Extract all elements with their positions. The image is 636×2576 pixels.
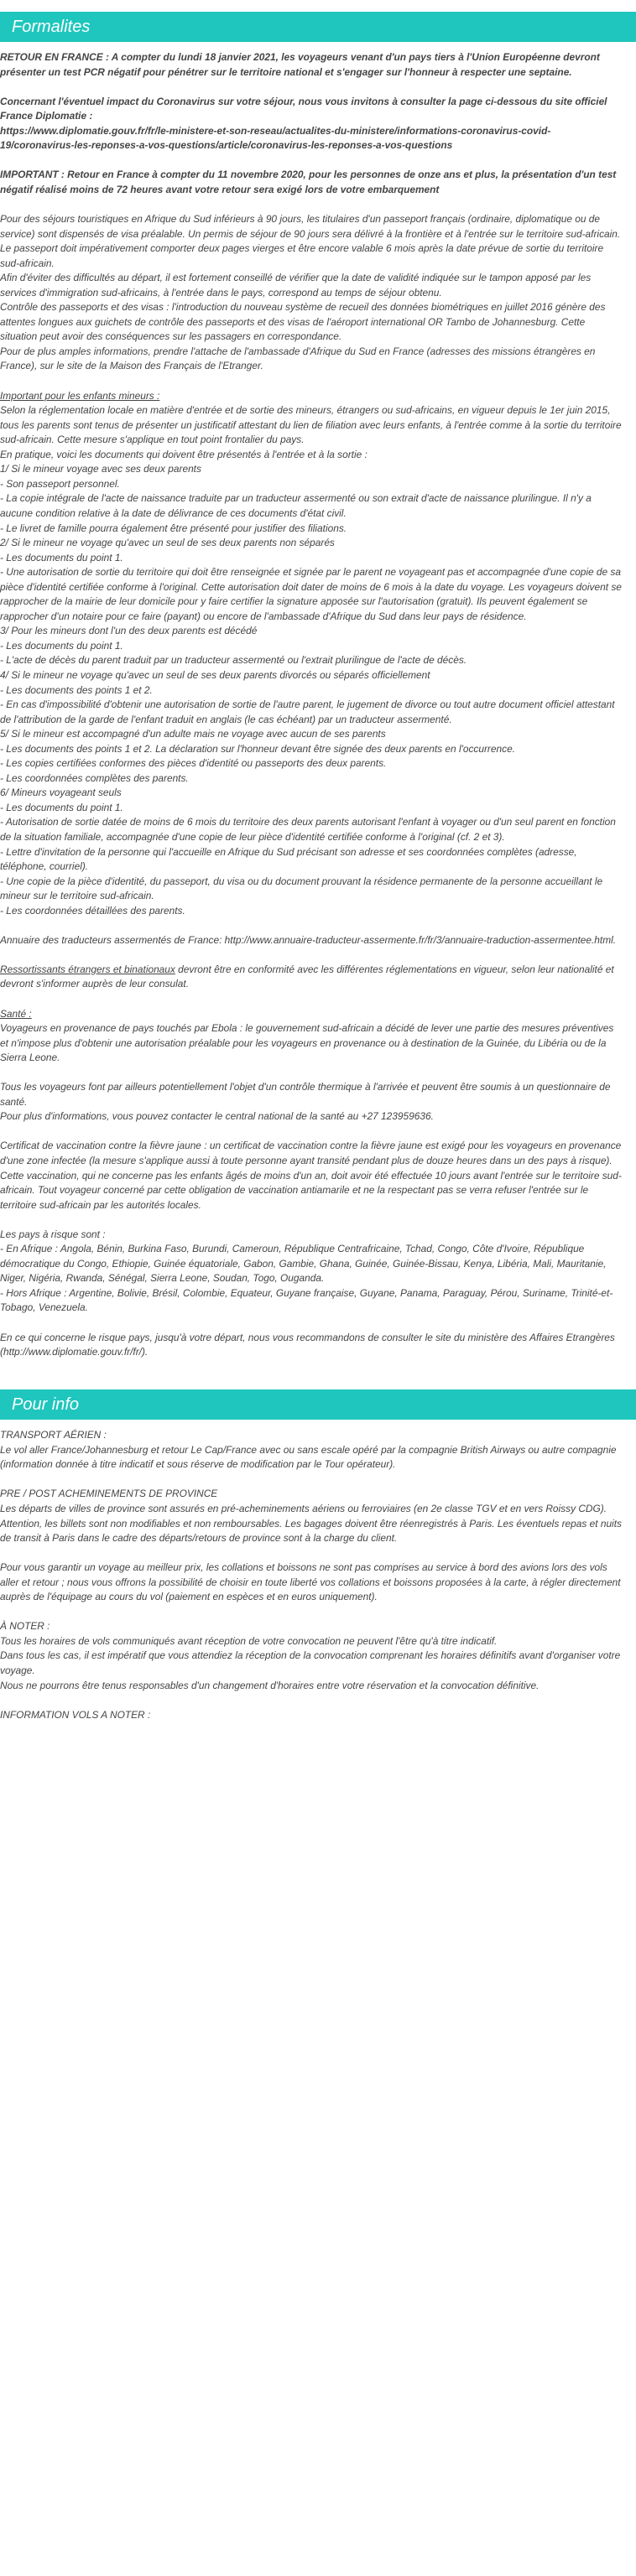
text-block <box>0 1561 624 1605</box>
text-block <box>0 1228 624 1316</box>
text-line: IMPORTANT : Retour en France à compter du 11 novembre 2020, pour les personnes de onze ans et plus, la présentation d'un test négatif réalisé moins de 72 heures avant votre retour sera exigé lors de votre embarquement <box>0 169 617 195</box>
text-block <box>0 95 624 153</box>
text-line: Tous les horaires de vols communiqués avant réception de votre convocation ne peuvent l'être qu'à titre indicatif. <box>0 1634 498 1647</box>
section-header-pour-info: Pour info <box>0 1389 636 1420</box>
text-line: Voyageurs en provenance de pays touchés par Ebola : le gouvernement sud-africain a décidé de lever une partie des mesures préventives et n'impose plus d'obtenir une autorisation préalable pour les voyageurs en provenance ou à destination de la Guinée, du Libéria ou de la Sierra Leone. <box>0 1022 614 1064</box>
text-block <box>0 389 624 919</box>
text-line: TRANSPORT AÉRIEN : <box>0 1429 107 1441</box>
text-block <box>0 168 624 197</box>
text-line: - Lettre d'invitation de la personne qui l'accueille en Afrique du Sud précisant son adresse et ses coordonnées complètes (adresse, téléphone, courriel). <box>0 845 577 873</box>
text-line: Dans tous les cas, il est impératif que vous attendiez la réception de la convocation comprenant les horaires définitifs avant d'organiser votre voyage. <box>0 1649 621 1676</box>
text-block <box>0 1428 624 1472</box>
text-line: - Les documents du point 1. <box>0 639 123 652</box>
text-line: Santé : <box>0 1007 32 1020</box>
text-block <box>0 50 624 80</box>
text-block <box>0 963 624 992</box>
text-line: - Les documents des points 1 et 2. <box>0 683 153 696</box>
text-line: Selon la réglementation locale en matière d'entrée et de sortie des mineurs, étrangers ou sud-africains, en vigueur depuis le 1er juin 2015, tous les parents sont tenus de présenter un justificatif attestant du lien de filiation avec leurs enfants, à l'entrée comme à la sortie du territoire sud-africain. Cette mesure s'applique en tout point frontalier du pays. <box>0 404 622 446</box>
text-line: - L'acte de décès du parent traduit par un traducteur assermenté ou l'extrait plurilingue de l'acte de décès. <box>0 654 467 667</box>
text-block <box>0 212 624 374</box>
text-line: Le passeport doit impérativement comporter deux pages vierges et être encore valable 6 mois après la date prévue de sortie du territoire sud-africain. <box>0 242 604 269</box>
text-line: Pour vous garantir un voyage au meilleur prix, les collations et boissons ne sont pas comprises au service à bord des avions lors des vols aller et retour ; nous vous offrons la possibilité de choisir en toute liberté vos collations et boissons proposées à la carte, à régler directement auprès de l'équipage au cours du vol (paiement en espèces et en euros uniquement). <box>0 1561 621 1603</box>
text-line: À NOTER : <box>0 1620 50 1633</box>
text-line: Ressortissants étrangers et binationaux devront être en conformité avec les différentes réglementations en vigueur, selon leur nationalité et devront s'informer auprès de leur consulat. <box>0 963 614 990</box>
text-line: - Autorisation de sortie datée de moins de 6 mois du territoire des deux parents autorisant l'enfant à voyager ou d'un seul parent en fonction de la situation familiale, accompagnée d'une copie de leur pièce d'identité certifiée conforme à l'original (cf. 2 et 3). <box>0 816 616 843</box>
text-block <box>0 1619 624 1693</box>
formalites-content <box>0 50 636 1360</box>
text-line: https://www.diplomatie.gouv.fr/fr/le-ministere-et-son-reseau/actualites-du-ministere/informations-coronavirus-covid-19/coronavirus-les-reponses-a-vos-questions/article/coronavirus-les-reponses-a-vos-questions <box>0 124 551 152</box>
text-line: En pratique, voici les documents qui doivent être présentés à l'entrée et à la sortie : <box>0 448 368 460</box>
text-block <box>0 1139 624 1213</box>
text-line: - Les coordonnées détaillées des parents. <box>0 904 185 917</box>
text-line: PRE / POST ACHEMINEMENTS DE PROVINCE <box>0 1488 218 1500</box>
text-line: Pour plus d'informations, vous pouvez contacter le central national de la santé au +27 123959636. <box>0 1110 434 1123</box>
text-line: Les pays à risque sont : <box>0 1228 106 1240</box>
text-line: Nous ne pourrons être tenus responsables d'un changement d'horaires entre votre réservation et la convocation définitive. <box>0 1679 540 1691</box>
text-line: - Hors Afrique : Argentine, Bolivie, Brésil, Colombie, Equateur, Guyane française, Guyane, Panama, Paraguay, Pérou, Suriname, Trinité-et-Tobago, Venezuela. <box>0 1286 613 1314</box>
text-line: 4/ Si le mineur ne voyage qu'avec un seul de ses deux parents divorcés ou séparés officiellement <box>0 668 430 681</box>
text-block <box>0 1487 624 1545</box>
text-line: Concernant l'éventuel impact du Coronavirus sur votre séjour, nous vous invitons à consulter la page ci-dessous du site officiel France Diplomatie : <box>0 95 607 122</box>
text-line: Pour de plus amples informations, prendre l'attache de l'ambassade d'Afrique du Sud en France (adresses des missions étrangères en France), sur le site de la Maison des Français de l'Etranger. <box>0 345 596 372</box>
underlined-label: Ressortissants étrangers et binationaux <box>0 963 175 975</box>
text-line: RETOUR EN FRANCE : A compter du lundi 18 janvier 2021, les voyageurs venant d'un pays tiers à l'Union Européenne devront présenter un test PCR négatif pour pénétrer sur le territoire national et s'engager sur l'honneur à respecter une septaine. <box>0 51 600 78</box>
text-line: Pour des séjours touristiques en Afrique du Sud inférieurs à 90 jours, les titulaires d'un passeport français (ordinaire, diplomatique ou de service) sont dispensés de visa préalable. Un permis de séjour de 90 jours sera délivré à la frontière et à l'entrée sur le territoire sud-africain. <box>0 213 621 240</box>
text-block <box>0 1007 624 1066</box>
pour-info-content <box>0 1428 636 1722</box>
text-line: - En Afrique : Angola, Bénin, Burkina Faso, Burundi, Cameroun, République Centrafricaine, Tchad, Congo, Côte d'Ivoire, République démocratique du Congo, Ethiopie, Guinée équatoriale, Gabon, Gambie, Ghana, Guinée, Guinée-Bissau, Kenya, Libéria, Mali, Mauritanie, Niger, Nigéria, Rwanda, Sénégal, Sierra Leone, Soudan, Togo, Ouganda. <box>0 1243 607 1285</box>
text-line: - Les documents du point 1. <box>0 801 123 813</box>
text-line: Tous les voyageurs font par ailleurs potentiellement l'objet d'un contrôle thermique à l'arrivée et peuvent être soumis à un questionnaire de santé. <box>0 1081 611 1108</box>
text-line: Certificat de vaccination contre la fièvre jaune : un certificat de vaccination contre la fièvre jaune est exigé pour les voyageurs en provenance d'une zone infectée (la mesure s'applique aussi à toute personne ayant transité pendant plus de douze heures dans un des pays à risque). Cette vaccination, qui ne concerne pas les enfants âgés de moins d'un an, doit avoir été effectuée 10 jours avant l'entrée sur le territoire sud-africain. Tout voyageur concerné par cette obligation de vaccination antiamarile et ne la respectant pas se verra refuser l'entrée sur le territoire sud-africain par les autorités locales. <box>0 1140 622 1211</box>
text-line: INFORMATION VOLS A NOTER : <box>0 1708 151 1721</box>
text-line: En ce qui concerne le risque pays, jusqu'à votre départ, nous vous recommandons de consulter le site du ministère des Affaires Etrangères (http://www.diplomatie.gouv.fr/fr/). <box>0 1331 615 1358</box>
text-line: Contrôle des passeports et des visas : l'introduction du nouveau système de recueil des données biométriques en juillet 2016 génère des attentes longues aux guichets de contrôle des passeports et des visas de l'aéroport international OR Tambo de Johannesburg. Cette situation peut avoir des conséquences sur les passagers en correspondance. <box>0 301 606 343</box>
text-line: - Son passeport personnel. <box>0 477 120 490</box>
text-line: - Les coordonnées complètes des parents. <box>0 771 189 784</box>
text-line: Afin d'éviter des difficultés au départ, il est fortement conseillé de vérifier que la date de validité indiquée sur le tampon apposé par les services d'immigration sud-africains, à l'entrée dans le pays, correspond au temps de séjour obtenu. <box>0 272 592 299</box>
text-line: - Le livret de famille pourra également être présenté pour justifier des filiations. <box>0 522 347 534</box>
text-block <box>0 933 624 948</box>
text-line: Les départs de villes de province sont assurés en pré-acheminements aériens ou ferroviaires (en 2e classe TGV et en vers Roissy CDG). Attention, les billets sont non modifiables et non remboursables. Les bagages doivent être réenregistrés à Paris. Les éventuels repas et nuits de transit à Paris dans le cadre des départs/retours de province sont à la charge du client. <box>0 1502 622 1545</box>
text-line: - Une autorisation de sortie du territoire qui doit être renseignée et signée par le parent ne voyageant pas et accompagnée d'une copie de sa pièce d'identité certifiée conforme à l'original. Cette autorisation doit dater de moins de 6 mois à la date du voyage. Les voyageurs doivent se rapprocher de la mairie de leur domicile pour y faire certifier la signature apposée sur l'autorisation (gratuit). Ils peuvent également se rapprocher d'un notaire pour ce faire (payant) ou encore de l'ambassade d'Afrique du Sud dans leur pays de résidence. <box>0 566 622 622</box>
text-line: Important pour les enfants mineurs : <box>0 389 160 402</box>
text-block <box>0 1708 624 1723</box>
text-line: 1/ Si le mineur voyage avec ses deux parents <box>0 463 201 475</box>
text-line: Le vol aller France/Johannesburg et retour Le Cap/France avec ou sans escale opéré par la compagnie British Airways ou autre compagnie (information donnée à titre indicatif et sous réserve de modification par le Tour opérateur). <box>0 1443 617 1471</box>
text-line: Annuaire des traducteurs assermentés de France: http://www.annuaire-traducteur-assermente.fr/fr/3/annuaire-traduction-assermentee.html. <box>0 933 617 946</box>
text-line: - La copie intégrale de l'acte de naissance traduite par un traducteur assermenté ou son extrait d'acte de naissance plurilingue. Il n'y a aucune condition relative à la date de délivrance de ces documents d'état civil. <box>0 492 592 519</box>
text-block <box>0 1080 624 1124</box>
text-line: - En cas d'impossibilité d'obtenir une autorisation de sortie de l'autre parent, le jugement de divorce ou tout autre document officiel attestant de l'attribution de la garde de l'enfant traduit en anglais (le cas échéant) par un traducteur assermenté. <box>0 699 615 725</box>
text-line: - Une copie de la pièce d'identité, du passeport, du visa ou du document prouvant la résidence permanente de la personne accueillant le mineur sur le territoire sud-africain. <box>0 875 603 902</box>
text-line: 3/ Pour les mineurs dont l'un des deux parents est décédé <box>0 625 258 637</box>
text-line: 6/ Mineurs voyageant seuls <box>0 787 122 799</box>
text-line: 2/ Si le mineur ne voyage qu'avec un seul de ses deux parents non séparés <box>0 537 335 549</box>
text-line: - Les documents du point 1. <box>0 551 123 564</box>
text-block <box>0 1331 624 1360</box>
section-header-formalites: Formalites <box>0 12 636 42</box>
text-line: - Les documents des points 1 et 2. La déclaration sur l'honneur devant être signée des deux parents en l'occurrence. <box>0 742 515 755</box>
text-line: 5/ Si le mineur est accompagné d'un adulte mais ne voyage avec aucun de ses parents <box>0 728 386 740</box>
text-line: - Les copies certifiées conformes des pièces d'identité ou passeports des deux parents. <box>0 757 387 770</box>
